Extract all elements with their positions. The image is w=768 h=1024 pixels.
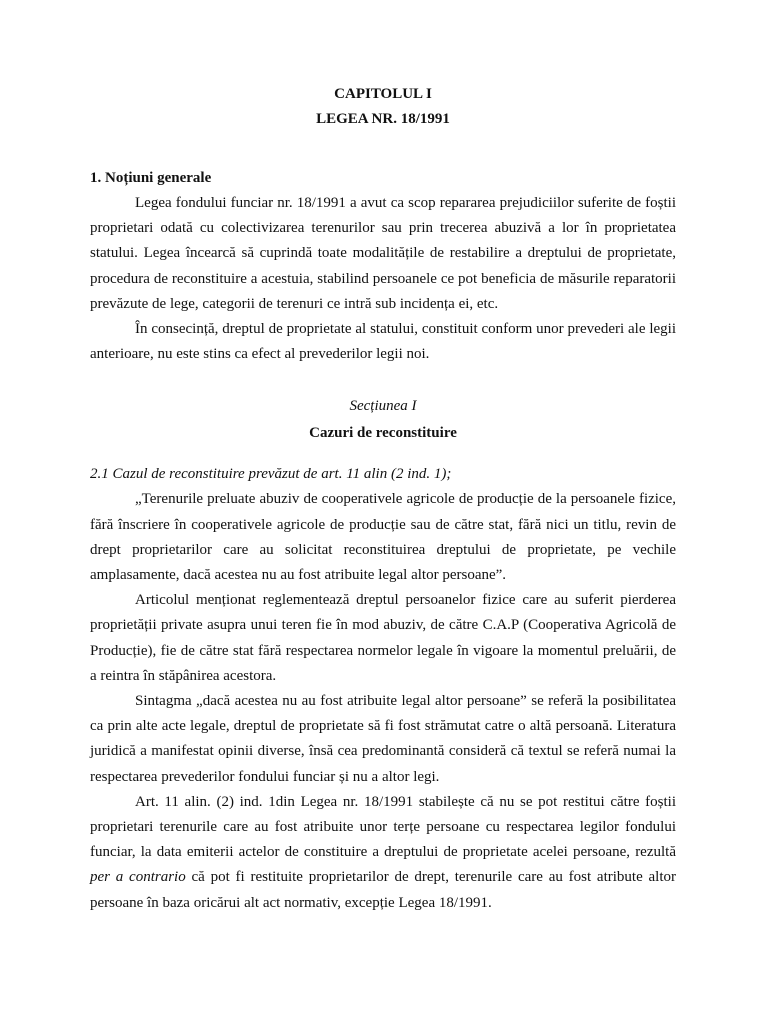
paragraph-general-2: În consecință, dreptul de proprietate al statului, constituit conform unor prevederi ale legii anterioare, nu este stins ca efect al prevederilor legii noi. xyxy=(90,321,676,363)
paragraph-article-explanation: Articolul menționat reglementează dreptul persoanelor fizice care au suferit pierderea proprietății private asupra unui teren fie în mod abuziv, de către C.A.P (Cooperativa Agricolă de Producție), fie de către stat fără respectarea normelor legale în vigoare la momentul preluării, de a reintra în stăpânirea acestora. xyxy=(90,592,676,684)
paragraph-art-11-text-start: Art. 11 alin. (2) ind. 1din Legea nr. 18/1991 stabilește că nu se pot restitui către foștii proprietari terenurile care au fost atribuite unor terțe persoane cu respectarea legilor fondului funciar, la data emiterii actelor de constituire a dreptului de proprietate acelei persoane, rezultă xyxy=(90,793,676,861)
paragraph-art-11-text-end: că pot fi restituite proprietarilor de drept, terenurile care au fost atribute altor persoane în baza oricărui alt act normativ, excepție Legea 18/1991. xyxy=(90,869,676,911)
sectiunea-title: Cazuri de reconstituire xyxy=(309,425,457,442)
paragraph-quote-article: „Terenurile preluate abuziv de cooperativele agricole de producție de la persoanele fizice, fără înscriere în cooperativele agricole de producție sau de către stat, fără nici un titlu, revin de drept proprietarilor care au solicitat reconstituirea dreptului de proprietate, pe vechile amplasamente, dacă acestea nu au fost atribuite legal altor persoane”. xyxy=(90,491,676,584)
sectiunea-label: Secțiunea I xyxy=(349,398,417,415)
chapter-title: CAPITOLUL I xyxy=(334,86,432,102)
paragraph-sintagma: Sintagma „dacă acestea nu au fost atribuite legal altor persoane” se referă la posibilitatea ca prin alte acte legale, dreptul de proprietate să fi fost strămutat catre o altă persoană. Literatura juridică a manifestat opinii diverse, însă cea predominantă consideră că textul se referă numai la respectarea prevederilor fondului funciar și nu a altor legi. xyxy=(90,693,676,785)
per-a-contrario-italic: per a contrario xyxy=(90,869,186,886)
paragraph-general-1: Legea fondului funciar nr. 18/1991 a avut ca scop repararea prejudiciilor suferite de foștii proprietari odată cu colectivizarea terenurilor sau prin trecerea abuzivă a lor în proprietatea statului. Legea încearcă să cuprindă toate modalitățile de restabilire a dreptului de proprietate, procedura de reconstituire a acestuia, stabilind persoanele ce pot beneficia de măsurile reparatorii prevăzute de lege, categorii de terenuri ce intră sub incidența ei, etc. xyxy=(90,195,676,312)
section-heading-general-notions: 1. Noțiuni generale xyxy=(90,170,212,186)
case-2-1-heading: 2.1 Cazul de reconstituire prevăzut de art. 11 alin (2 ind. 1); xyxy=(90,466,452,483)
law-title: LEGEA NR. 18/1991 xyxy=(316,111,450,127)
paragraph-art-11 xyxy=(90,790,676,916)
